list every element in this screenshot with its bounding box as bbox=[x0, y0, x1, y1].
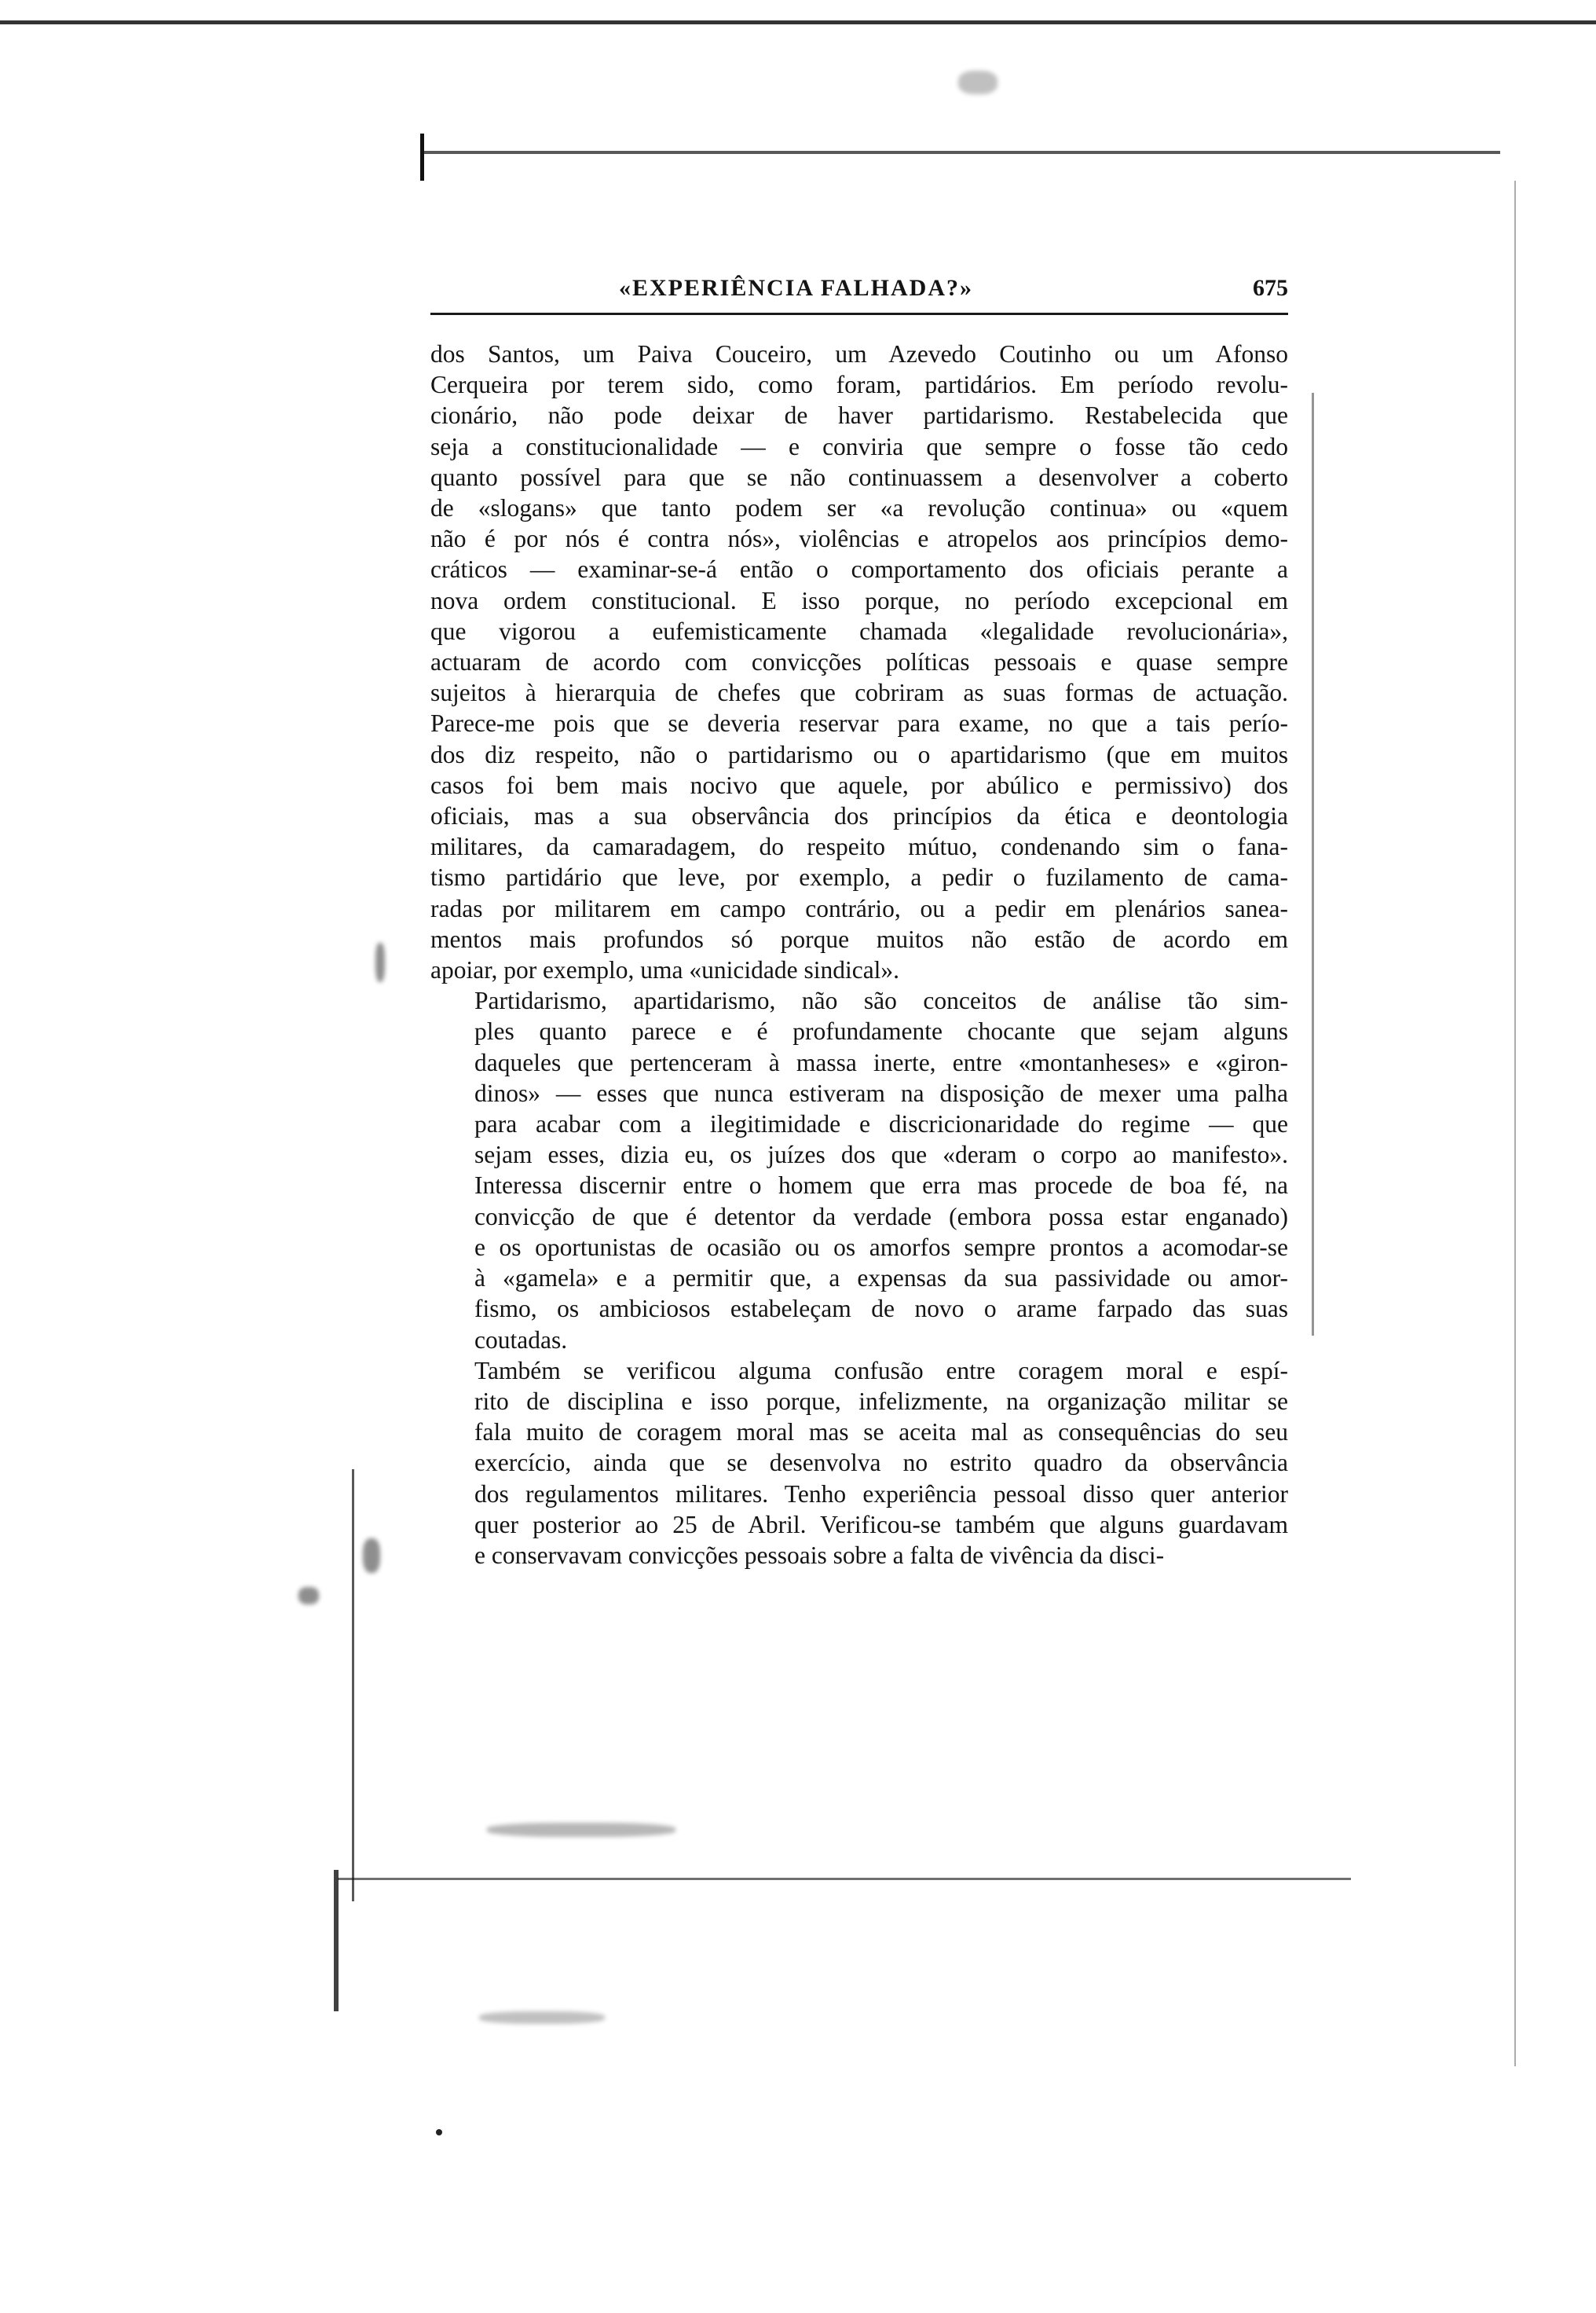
scan-right-edge bbox=[1514, 181, 1516, 2066]
ink-blot bbox=[363, 1538, 380, 1573]
text-line: radas por militarem em campo contrário, ou a pedir em plenários sanea- bbox=[430, 894, 1288, 922]
text-line: dinos» — esses que nunca estiveram na disposição de mexer uma palha bbox=[474, 1079, 1288, 1107]
paragraph bbox=[430, 339, 1288, 985]
text-line: quer posterior ao 25 de Abril. Verificou-se também que alguns guardavam bbox=[474, 1510, 1288, 1538]
text-line: rito de disciplina e isso porque, infelizmente, na organização militar se bbox=[474, 1387, 1288, 1415]
page-number: 675 bbox=[1253, 275, 1288, 301]
text-line: seja a constitucionalidade — e conviria que sempre o fosse tão cedo bbox=[430, 432, 1288, 460]
text-line: daqueles que pertenceram à massa inerte, entre «montanheses» e «giron- bbox=[474, 1048, 1288, 1076]
header-rule bbox=[430, 313, 1288, 315]
text-line: de «slogans» que tanto podem ser «a revolução continua» ou «quem bbox=[430, 494, 1288, 522]
text-line: coutadas. bbox=[474, 1325, 568, 1354]
page-body bbox=[430, 339, 1288, 1571]
text-line: casos foi bem mais nocivo que aquele, por abúlico e permissivo) dos bbox=[430, 771, 1288, 799]
scan-noise bbox=[487, 1823, 675, 1837]
ink-blot bbox=[298, 1587, 319, 1604]
scan-left-edge bbox=[420, 134, 424, 181]
text-line: sujeitos à hierarquia de chefes que cobriram as suas formas de actuação. bbox=[430, 679, 1288, 707]
text-line: dos Santos, um Paiva Couceiro, um Azevedo Coutinho ou um Afonso bbox=[430, 340, 1288, 368]
text-line: dos regulamentos militares. Tenho experiência pessoal disso quer anterior bbox=[474, 1479, 1288, 1508]
text-line: oficiais, mas a sua observância dos princípios da ética e deontologia bbox=[430, 802, 1288, 830]
text-line: fismo, os ambiciosos estabeleçam de novo o arame farpado das suas bbox=[474, 1295, 1288, 1323]
ink-blot bbox=[375, 943, 385, 982]
book-page bbox=[430, 165, 1288, 1571]
text-line: não é por nós é contra nós», violências e atropelos aos princípios demo- bbox=[430, 525, 1288, 553]
text-line: dos diz respeito, não o partidarismo ou o apartidarismo (que em muitos bbox=[430, 740, 1288, 768]
scan-top-border bbox=[0, 20, 1596, 24]
text-line: ples quanto parece e é profundamente chocante que sejam alguns bbox=[474, 1017, 1288, 1046]
text-line: mentos mais profundos só porque muitos não estão de acordo em bbox=[430, 925, 1288, 953]
text-line: nova ordem constitucional. E isso porque, no período excepcional em bbox=[430, 586, 1288, 614]
text-line: fala muito de coragem moral mas se aceita mal as consequências do seu bbox=[474, 1418, 1288, 1446]
text-line: Parece-me pois que se deveria reservar para exame, no que a tais perío- bbox=[430, 709, 1288, 738]
scan-noise bbox=[958, 71, 998, 94]
paragraph bbox=[430, 1355, 1288, 1571]
paragraph bbox=[430, 985, 1288, 1354]
scan-noise bbox=[479, 2011, 605, 2024]
text-line: militares, da camaradagem, do respeito mútuo, condenando sim o fana- bbox=[430, 833, 1288, 861]
scan-left-bottom bbox=[334, 1870, 339, 2011]
text-line: que vigorou a eufemisticamente chamada «legalidade revolucionária», bbox=[430, 617, 1288, 645]
text-line: apoiar, por exemplo, uma «unicidade sindical». bbox=[430, 956, 900, 984]
text-line: para acabar com a ilegitimidade e discricionaridade do regime — que bbox=[474, 1110, 1288, 1138]
text-line: sejam esses, dizia eu, os juízes dos que «deram o corpo ao manifesto». bbox=[474, 1141, 1288, 1169]
text-line: exercício, ainda que se desenvolva no estrito quadro da observância bbox=[474, 1449, 1288, 1477]
text-line: Também se verificou alguma confusão entre coragem moral e espí- bbox=[474, 1356, 1288, 1384]
text-line: cráticos — examinar-se-á então o comportamento dos oficiais perante a bbox=[430, 555, 1288, 584]
running-title: «EXPERIÊNCIA FALHADA?» bbox=[619, 275, 973, 301]
text-line: Interessa discernir entre o homem que erra mas procede de boa fé, na bbox=[474, 1171, 1288, 1200]
text-line: tismo partidário que leve, por exemplo, a pedir o fuzilamento de cama- bbox=[430, 863, 1288, 892]
running-header bbox=[430, 165, 1288, 302]
text-line: Cerqueira por terem sido, como foram, partidários. Em período revolu- bbox=[430, 371, 1288, 399]
text-line: e os oportunistas de ocasião ou os amorfos sempre prontos a acomodar-se bbox=[474, 1233, 1288, 1261]
text-line: actuaram de acordo com convicções políticas pessoais e quase sempre bbox=[430, 648, 1288, 676]
text-line: convicção de que é detentor da verdade (embora possa estar enganado) bbox=[474, 1202, 1288, 1230]
text-line: cionário, não pode deixar de haver partidarismo. Restabelecida que bbox=[430, 401, 1288, 430]
scan-bottom-fold bbox=[338, 1878, 1351, 1880]
scan-left-fold bbox=[352, 1469, 354, 1901]
scan-text-edge bbox=[1312, 393, 1314, 1336]
text-line: e conservavam convicções pessoais sobre a falta de vivência da disci- bbox=[474, 1541, 1165, 1569]
scan-inner-border bbox=[420, 151, 1500, 154]
text-line: Partidarismo, apartidarismo, não são conceitos de análise tão sim- bbox=[474, 987, 1288, 1015]
dust-speck bbox=[436, 2129, 442, 2135]
text-line: quanto possível para que se não continuassem a desenvolver a coberto bbox=[430, 463, 1288, 491]
text-line: à «gamela» e a permitir que, a expensas da sua passividade ou amor- bbox=[474, 1264, 1288, 1292]
